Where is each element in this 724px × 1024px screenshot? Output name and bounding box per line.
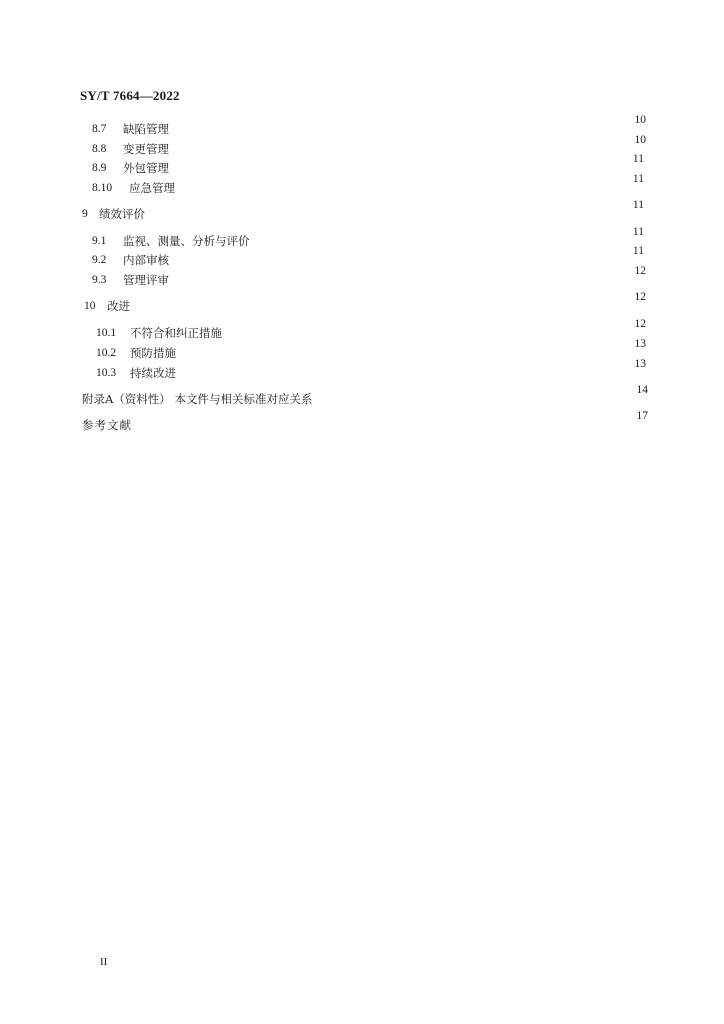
toc-entry-title: 变更管理 (123, 142, 169, 156)
dot-leader (181, 249, 631, 263)
dot-leader (131, 295, 633, 309)
toc-entry-page: 17 (636, 410, 648, 422)
dot-leader (224, 322, 633, 336)
toc-entry-page: 12 (634, 318, 646, 330)
toc-entry-title: 不符合和纠正措施 (130, 326, 222, 340)
dot-leader (132, 414, 635, 428)
toc-entry-page: 11 (632, 199, 644, 211)
document-code: SY/T 7664—2022 (80, 88, 180, 103)
toc-entry-title: 参考文献 (82, 418, 132, 432)
toc-entry-title: 外包管理 (123, 161, 169, 175)
toc-entry-page: 13 (634, 338, 646, 350)
dot-leader (177, 177, 631, 191)
toc-entry-references[interactable] (0, 410, 724, 432)
toc-entry-title: 应急管理 (129, 181, 175, 195)
page-number: II (100, 956, 108, 968)
toc-entry-number: 10.1 (96, 327, 117, 339)
toc-entry-page: 12 (634, 291, 646, 303)
toc-entry-number: 8.8 (92, 143, 107, 155)
toc-entry[interactable] (0, 338, 724, 360)
toc-entry[interactable] (0, 226, 724, 248)
toc-entry[interactable] (0, 318, 724, 340)
toc-entry-page: 11 (632, 226, 644, 238)
toc-entry-page: 11 (632, 245, 644, 257)
toc-entry[interactable] (0, 173, 724, 195)
toc-entry-page: 12 (634, 265, 646, 277)
toc-entry-page: 11 (632, 153, 644, 165)
toc-entry-number: 8.10 (92, 182, 113, 194)
toc-entry-number: 8.7 (92, 123, 107, 135)
toc-entry[interactable] (0, 134, 724, 156)
dot-leader (181, 269, 633, 283)
toc-entry-title: 持续改进 (130, 366, 176, 380)
toc-entry-title: 管理评审 (123, 273, 169, 287)
toc-entry[interactable] (0, 245, 724, 267)
toc-entry-number: 10.3 (96, 367, 117, 379)
toc-entry[interactable] (0, 153, 724, 175)
toc-entry-title: 监视、测量、分析与评价 (123, 234, 250, 248)
toc-entry-number: 8.9 (92, 162, 107, 174)
toc-entry-appendix[interactable] (0, 384, 724, 406)
toc-entry-number: 10.2 (96, 347, 117, 359)
toc-entry[interactable] (0, 358, 724, 380)
dot-leader (181, 118, 633, 132)
dot-leader (320, 388, 634, 402)
toc-entry-title: 改进 (107, 299, 130, 313)
toc-entry-chapter[interactable] (0, 199, 724, 221)
dot-leader (262, 230, 631, 244)
toc-entry-chapter[interactable] (0, 291, 724, 313)
toc-entry-page: 14 (636, 384, 648, 396)
toc-entry-page: 10 (634, 114, 646, 126)
toc-entry-title: 绩效评价 (99, 207, 145, 221)
toc-entry-title: 预防措施 (130, 346, 176, 360)
toc-entry-page: 11 (632, 173, 644, 185)
toc-entry-number: 9.3 (92, 274, 107, 286)
toc-entry-title: 附录A（资料性） 本文件与相关标准对应关系 (82, 392, 313, 406)
toc-entry-page: 13 (634, 358, 646, 370)
toc-entry[interactable] (0, 114, 724, 136)
toc-entry-number: 10 (84, 300, 96, 312)
toc-entry[interactable] (0, 265, 724, 287)
toc-entry-number: 9 (82, 208, 88, 220)
dot-leader (181, 138, 633, 152)
toc-entry-number: 9.1 (92, 235, 107, 247)
toc-entry-title: 内部审核 (123, 253, 169, 267)
toc-entry-number: 9.2 (92, 254, 107, 266)
dot-leader (181, 157, 631, 171)
dot-leader (178, 342, 633, 356)
toc-entry-title: 缺陷管理 (123, 122, 169, 136)
dot-leader (151, 203, 631, 217)
toc-entry-page: 10 (634, 134, 646, 146)
dot-leader (178, 362, 633, 376)
